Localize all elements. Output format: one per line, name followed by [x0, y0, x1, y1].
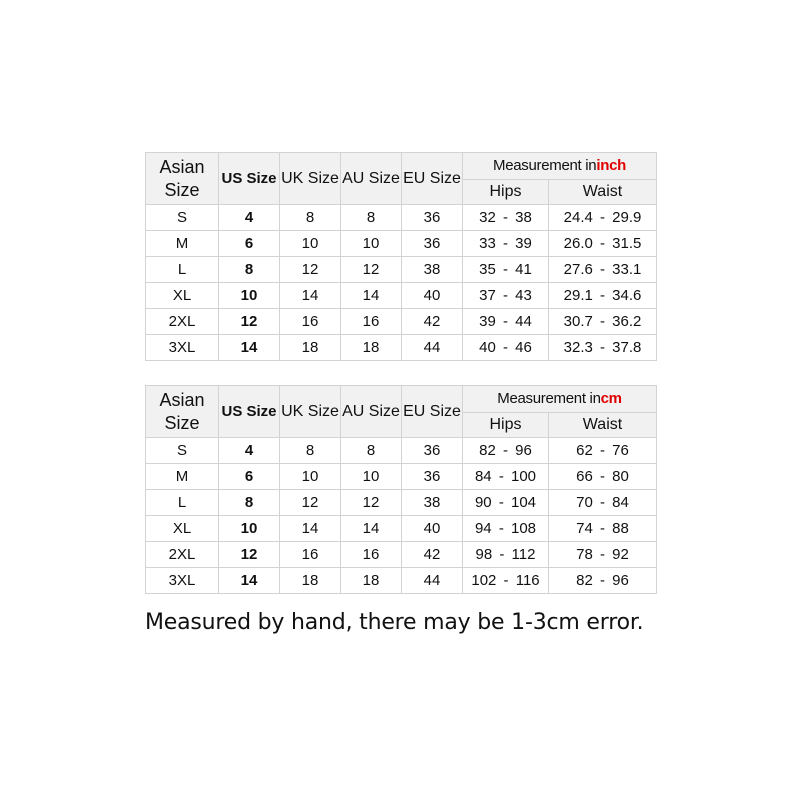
us-size-cell: 10: [219, 516, 280, 542]
au-size-cell: 18: [341, 335, 402, 361]
header-asian-size: Asian Size: [146, 386, 219, 438]
us-size-cell: 8: [219, 490, 280, 516]
header-row: [146, 386, 657, 413]
au-size-cell: 8: [341, 438, 402, 464]
asian-size-cell: XL: [146, 516, 219, 542]
us-size-cell: 8: [219, 257, 280, 283]
au-size-cell: 16: [341, 542, 402, 568]
waist-cell: 70 - 84: [549, 490, 657, 516]
hips-cell: 35 - 41: [463, 257, 549, 283]
table-row: [146, 490, 657, 516]
header-au-size: AU Size: [341, 153, 402, 205]
uk-size-cell: 8: [280, 205, 341, 231]
table-row: [146, 542, 657, 568]
waist-cell: 82 - 96: [549, 568, 657, 594]
eu-size-cell: 36: [402, 231, 463, 257]
header-hips: Hips: [463, 413, 549, 438]
table-row: [146, 464, 657, 490]
us-size-cell: 4: [219, 205, 280, 231]
eu-size-cell: 36: [402, 438, 463, 464]
header-uk-size: UK Size: [280, 386, 341, 438]
waist-cell: 32.3 - 37.8: [549, 335, 657, 361]
uk-size-cell: 14: [280, 283, 341, 309]
uk-size-cell: 18: [280, 335, 341, 361]
asian-size-cell: 3XL: [146, 335, 219, 361]
waist-cell: 27.6 - 33.1: [549, 257, 657, 283]
eu-size-cell: 36: [402, 464, 463, 490]
au-size-cell: 10: [341, 231, 402, 257]
measurement-unit: cm: [600, 390, 622, 407]
uk-size-cell: 16: [280, 542, 341, 568]
us-size-cell: 14: [219, 568, 280, 594]
asian-size-cell: L: [146, 257, 219, 283]
table-row: [146, 205, 657, 231]
waist-cell: 78 - 92: [549, 542, 657, 568]
header-eu-size: EU Size: [402, 386, 463, 438]
header-waist: Waist: [549, 413, 657, 438]
hips-cell: 40 - 46: [463, 335, 549, 361]
size-chart-cm-body: [146, 386, 657, 594]
header-au-size: AU Size: [341, 386, 402, 438]
waist-cell: 24.4 - 29.9: [549, 205, 657, 231]
au-size-cell: 10: [341, 464, 402, 490]
waist-cell: 30.7 - 36.2: [549, 309, 657, 335]
hips-cell: 33 - 39: [463, 231, 549, 257]
asian-size-cell: S: [146, 205, 219, 231]
uk-size-cell: 10: [280, 464, 341, 490]
table-row: [146, 231, 657, 257]
header-measurement: [463, 386, 657, 413]
eu-size-cell: 42: [402, 309, 463, 335]
waist-cell: 74 - 88: [549, 516, 657, 542]
waist-cell: 26.0 - 31.5: [549, 231, 657, 257]
eu-size-cell: 36: [402, 205, 463, 231]
au-size-cell: 14: [341, 283, 402, 309]
asian-size-cell: S: [146, 438, 219, 464]
au-size-cell: 8: [341, 205, 402, 231]
measurement-unit: inch: [596, 157, 626, 174]
header-hips: Hips: [463, 180, 549, 205]
table-row: [146, 335, 657, 361]
uk-size-cell: 18: [280, 568, 341, 594]
hips-cell: 39 - 44: [463, 309, 549, 335]
asian-size-cell: L: [146, 490, 219, 516]
uk-size-cell: 8: [280, 438, 341, 464]
hips-cell: 102 - 116: [463, 568, 549, 594]
asian-size-cell: XL: [146, 283, 219, 309]
uk-size-cell: 12: [280, 257, 341, 283]
us-size-cell: 6: [219, 464, 280, 490]
header-uk-size: UK Size: [280, 153, 341, 205]
uk-size-cell: 14: [280, 516, 341, 542]
uk-size-cell: 10: [280, 231, 341, 257]
eu-size-cell: 38: [402, 257, 463, 283]
au-size-cell: 16: [341, 309, 402, 335]
header-us-size: US Size: [219, 386, 280, 438]
size-chart-inch: [145, 152, 657, 361]
us-size-cell: 6: [219, 231, 280, 257]
hips-cell: 98 - 112: [463, 542, 549, 568]
au-size-cell: 12: [341, 257, 402, 283]
waist-cell: 29.1 - 34.6: [549, 283, 657, 309]
au-size-cell: 18: [341, 568, 402, 594]
eu-size-cell: 44: [402, 568, 463, 594]
us-size-cell: 14: [219, 335, 280, 361]
us-size-cell: 10: [219, 283, 280, 309]
us-size-cell: 12: [219, 542, 280, 568]
us-size-cell: 12: [219, 309, 280, 335]
table-row: [146, 309, 657, 335]
header-waist: Waist: [549, 180, 657, 205]
header-eu-size: EU Size: [402, 153, 463, 205]
uk-size-cell: 16: [280, 309, 341, 335]
header-measurement: [463, 153, 657, 180]
eu-size-cell: 42: [402, 542, 463, 568]
uk-size-cell: 12: [280, 490, 341, 516]
hips-cell: 32 - 38: [463, 205, 549, 231]
au-size-cell: 12: [341, 490, 402, 516]
eu-size-cell: 38: [402, 490, 463, 516]
hips-cell: 37 - 43: [463, 283, 549, 309]
eu-size-cell: 40: [402, 516, 463, 542]
hips-cell: 82 - 96: [463, 438, 549, 464]
hips-cell: 94 - 108: [463, 516, 549, 542]
size-chart-cm: [145, 385, 657, 594]
waist-cell: 62 - 76: [549, 438, 657, 464]
measurement-note: Measured by hand, there may be 1-3cm error.: [145, 610, 644, 635]
asian-size-cell: 3XL: [146, 568, 219, 594]
table-row: [146, 283, 657, 309]
au-size-cell: 14: [341, 516, 402, 542]
hips-cell: 84 - 100: [463, 464, 549, 490]
measurement-prefix: Measurement in: [497, 390, 601, 407]
table-row: [146, 257, 657, 283]
asian-size-cell: 2XL: [146, 542, 219, 568]
size-chart-inch-body: [146, 153, 657, 361]
us-size-cell: 4: [219, 438, 280, 464]
asian-size-cell: M: [146, 464, 219, 490]
waist-cell: 66 - 80: [549, 464, 657, 490]
table-row: [146, 438, 657, 464]
measurement-prefix: Measurement in: [493, 157, 597, 174]
table-row: [146, 568, 657, 594]
eu-size-cell: 44: [402, 335, 463, 361]
asian-size-cell: 2XL: [146, 309, 219, 335]
asian-size-cell: M: [146, 231, 219, 257]
header-us-size: US Size: [219, 153, 280, 205]
hips-cell: 90 - 104: [463, 490, 549, 516]
table-row: [146, 516, 657, 542]
header-asian-size: Asian Size: [146, 153, 219, 205]
header-row: [146, 153, 657, 180]
eu-size-cell: 40: [402, 283, 463, 309]
